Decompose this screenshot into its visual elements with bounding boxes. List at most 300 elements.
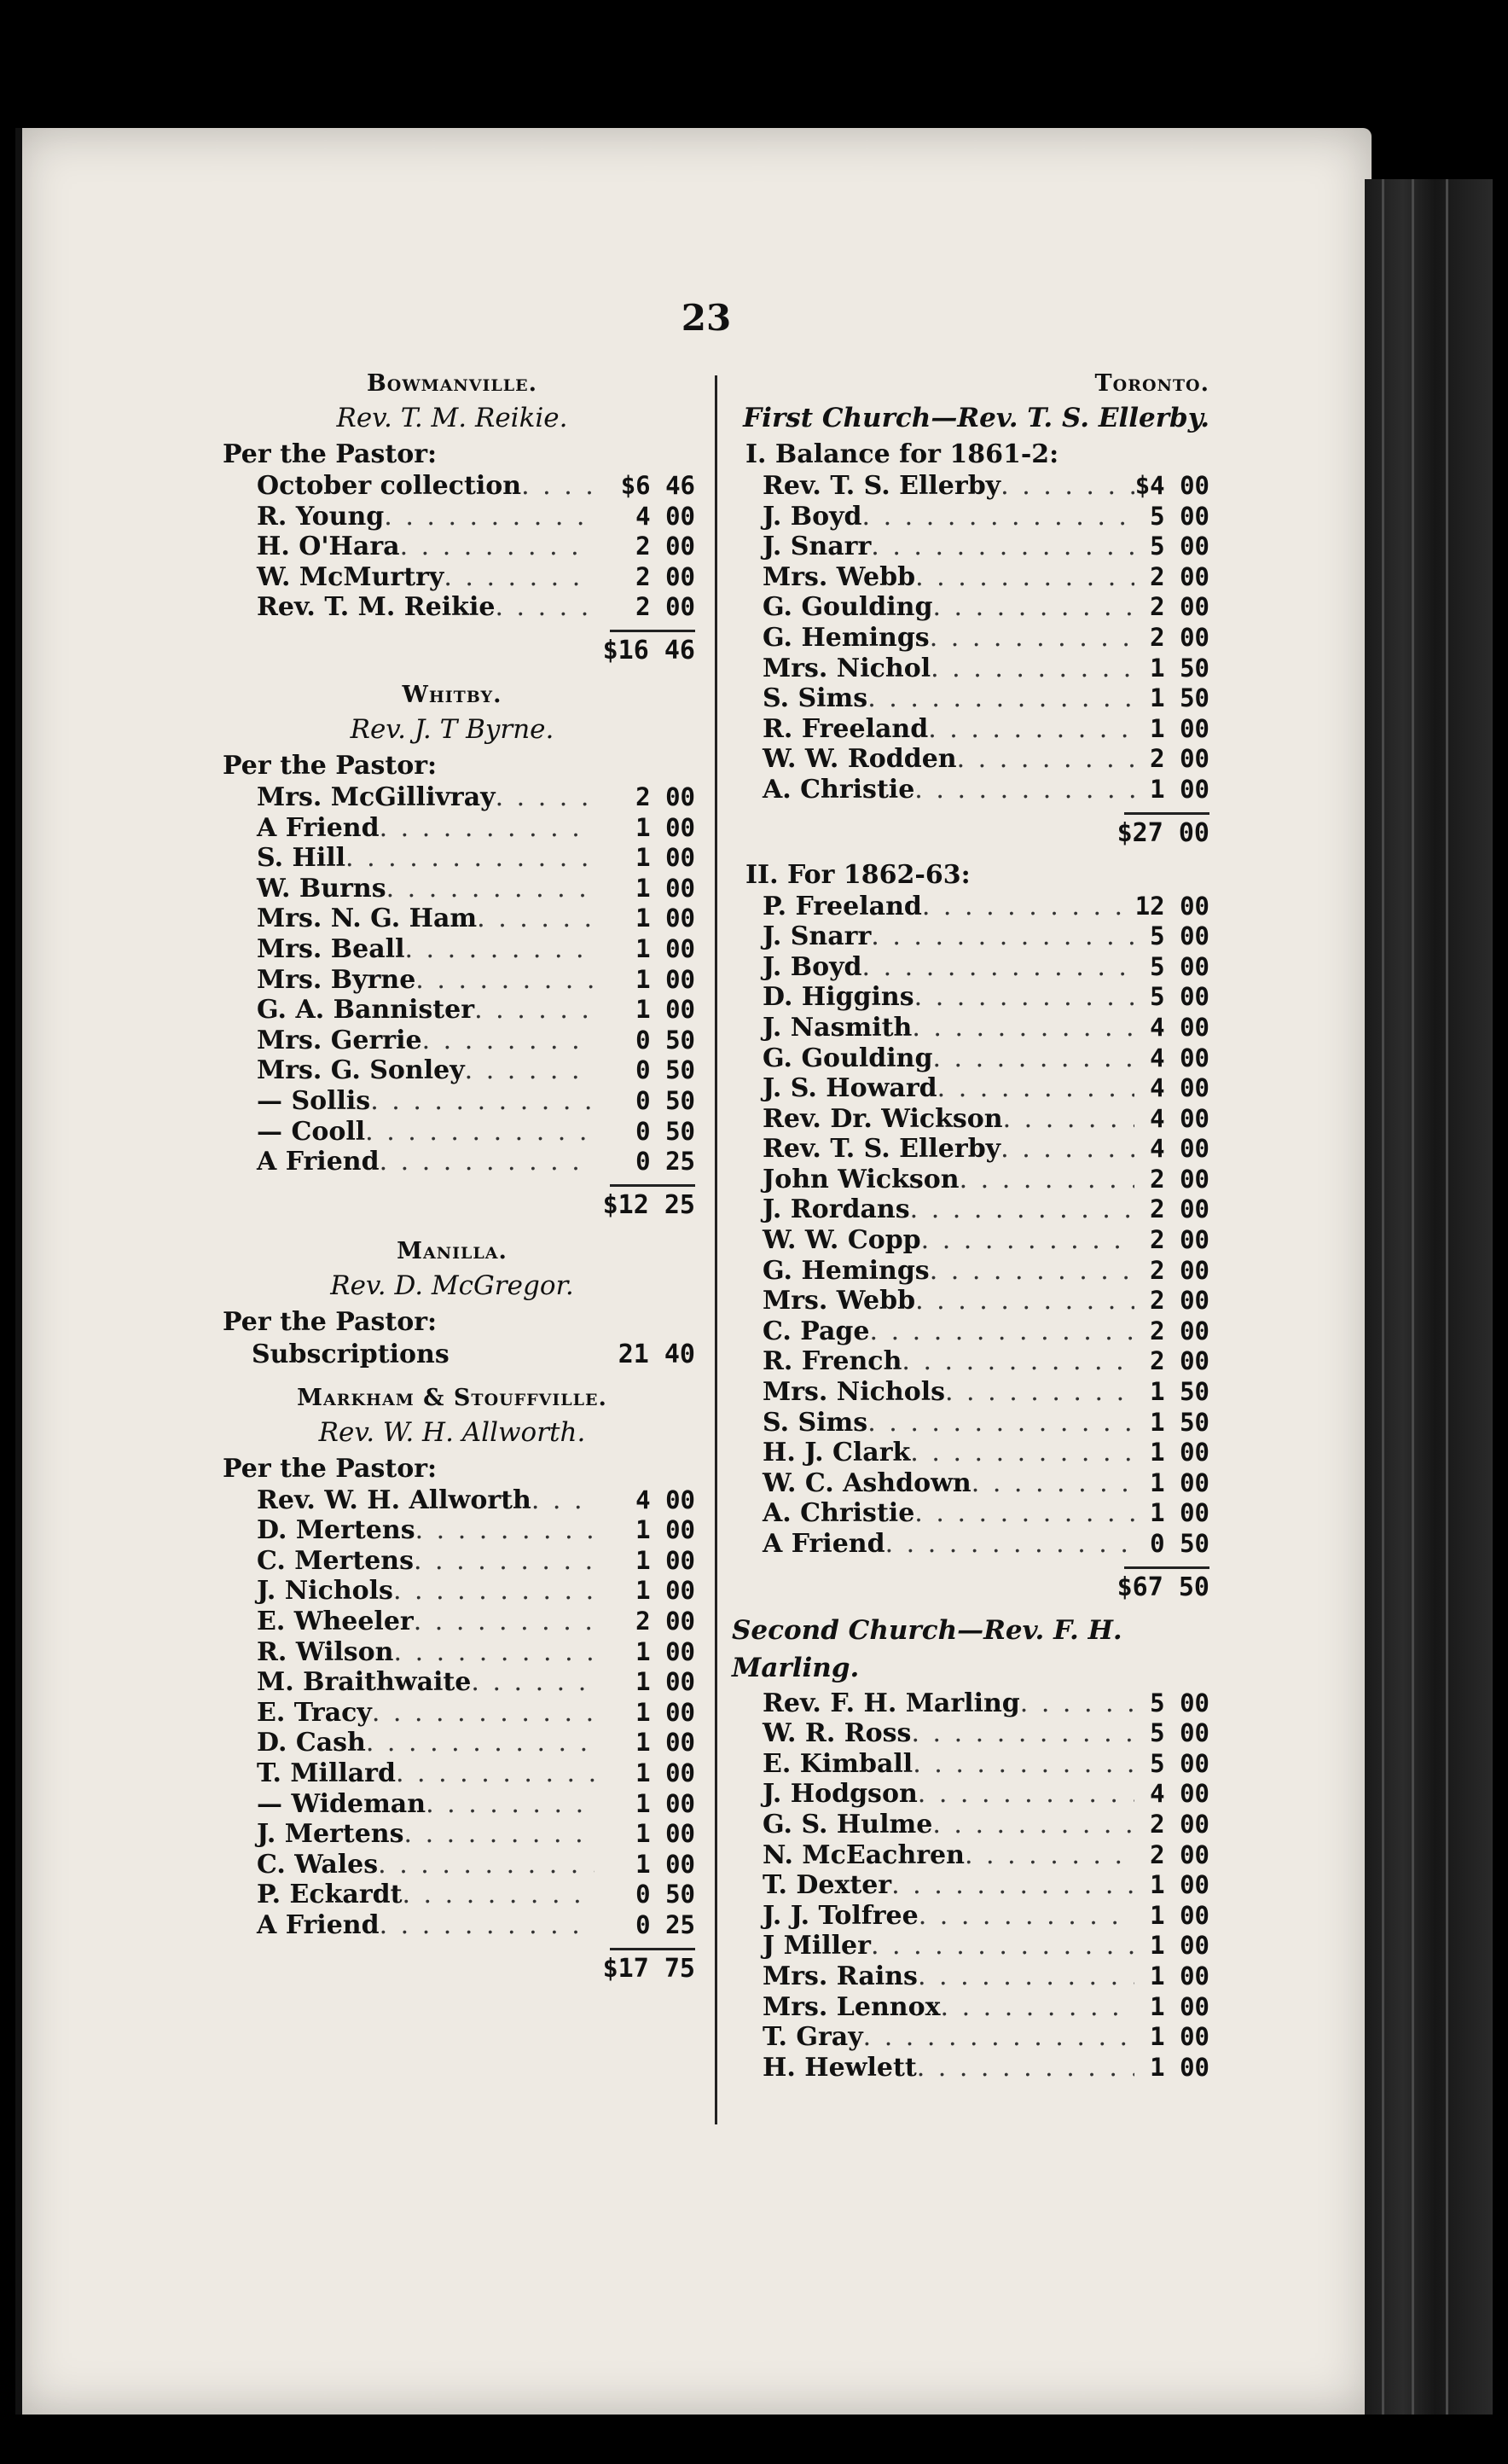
donation-list bbox=[732, 1688, 1209, 2083]
donation-row bbox=[209, 471, 695, 502]
donor-name: C. Wales bbox=[257, 1849, 379, 1880]
donation-row bbox=[732, 1225, 1209, 1256]
donor-name: G. Goulding bbox=[763, 1043, 933, 1073]
donor-name: October collection bbox=[257, 471, 522, 501]
donation-row bbox=[732, 2053, 1209, 2083]
donation-amount: 1 00 bbox=[635, 873, 695, 903]
donation-amount: 1 00 bbox=[635, 1849, 695, 1879]
dot-leader bbox=[380, 1147, 594, 1177]
section-heading: Whitby. bbox=[402, 681, 502, 708]
donation-amount: 1 00 bbox=[635, 843, 695, 873]
pastor-name: Rev. D. McGregor. bbox=[330, 1270, 574, 1301]
dot-leader bbox=[444, 562, 594, 593]
donation-amount: 1 00 bbox=[635, 1697, 695, 1727]
subscriptions-amount: 21 40 bbox=[618, 1339, 695, 1369]
dot-leader bbox=[1000, 1134, 1134, 1165]
dot-leader bbox=[1003, 1104, 1134, 1135]
donation-amount: 0 50 bbox=[635, 1025, 695, 1055]
donation-amount: 2 00 bbox=[1150, 1839, 1209, 1869]
donor-name: R. Young bbox=[257, 501, 385, 532]
donation-row bbox=[732, 502, 1209, 532]
dot-leader bbox=[521, 471, 594, 502]
donation-row bbox=[209, 1147, 695, 1177]
section-heading: Bowmanville. bbox=[366, 370, 538, 397]
dot-leader bbox=[402, 1880, 594, 1910]
dot-leader bbox=[422, 1026, 594, 1056]
donation-amount: 1 00 bbox=[635, 1758, 695, 1788]
donation-row bbox=[732, 1468, 1209, 1499]
donation-amount: 5 00 bbox=[1150, 951, 1209, 981]
donation-amount: 1 00 bbox=[1150, 1931, 1209, 1961]
donation-row bbox=[209, 874, 695, 904]
donation-amount: 1 50 bbox=[1150, 1407, 1209, 1437]
donation-row bbox=[732, 1992, 1209, 2023]
pastor-name: Rev. W. H. Allworth. bbox=[318, 1416, 586, 1448]
donor-name: E. Tracy bbox=[257, 1697, 372, 1728]
dot-leader bbox=[918, 1961, 1134, 1992]
donation-amount: 1 00 bbox=[635, 1545, 695, 1575]
donor-name: A. Christie bbox=[763, 774, 915, 805]
donor-name: J. Snarr bbox=[763, 921, 872, 952]
dot-leader bbox=[365, 1117, 594, 1148]
dot-leader bbox=[1000, 471, 1134, 502]
dot-leader bbox=[415, 1515, 594, 1546]
donor-name: S. Hill bbox=[257, 843, 346, 874]
donation-row bbox=[732, 982, 1209, 1013]
donation-amount: 2 00 bbox=[1150, 592, 1209, 622]
donor-name: G. Hemings bbox=[763, 1255, 930, 1286]
donation-amount: 0 50 bbox=[635, 1055, 695, 1085]
donation-row bbox=[732, 1316, 1209, 1347]
donor-name: J. J. Tolfree bbox=[763, 1900, 919, 1931]
dot-leader bbox=[915, 562, 1134, 593]
donation-amount: 2 00 bbox=[635, 592, 695, 622]
donation-row bbox=[732, 744, 1209, 775]
donation-amount: 5 00 bbox=[1150, 501, 1209, 531]
dot-leader bbox=[404, 1819, 595, 1850]
dot-leader bbox=[477, 904, 594, 934]
donation-row bbox=[732, 1840, 1209, 1871]
donation-row bbox=[209, 1117, 695, 1148]
donation-amount: 1 00 bbox=[635, 1515, 695, 1545]
donation-row bbox=[732, 952, 1209, 983]
dot-leader bbox=[871, 532, 1134, 562]
donor-name: — Wideman bbox=[257, 1788, 426, 1819]
donor-name: D. Mertens bbox=[257, 1515, 415, 1546]
donor-name: J. Mertens bbox=[257, 1819, 404, 1850]
donor-name: Rev. Dr. Wickson bbox=[763, 1103, 1003, 1134]
donor-name: Mrs. N. G. Ham bbox=[257, 904, 478, 934]
donation-row bbox=[732, 1073, 1209, 1104]
donor-name: Mrs. G. Sonley bbox=[257, 1055, 465, 1086]
donor-name: P. Freeland bbox=[763, 891, 922, 921]
per-pastor-label: Per the Pastor: bbox=[223, 439, 438, 469]
donation-amount: 1 00 bbox=[635, 1667, 695, 1697]
pastor-name: Rev. J. T Byrne. bbox=[350, 713, 554, 745]
donation-amount: 1 00 bbox=[635, 904, 695, 933]
donation-row bbox=[209, 1667, 695, 1698]
page-number: 23 bbox=[681, 297, 732, 339]
donor-name: G. S. Hulme bbox=[763, 1809, 933, 1839]
dot-leader bbox=[531, 1485, 594, 1516]
dot-leader bbox=[471, 1667, 594, 1698]
donation-row bbox=[732, 1194, 1209, 1225]
dot-leader bbox=[384, 502, 594, 532]
donation-amount: 5 00 bbox=[1150, 982, 1209, 1012]
donor-name: Rev. W. H. Allworth bbox=[257, 1485, 531, 1515]
donor-name: E. Wheeler bbox=[257, 1607, 414, 1637]
donation-row bbox=[732, 1346, 1209, 1377]
donation-amount: 5 00 bbox=[1150, 1748, 1209, 1778]
dot-leader bbox=[370, 1086, 594, 1117]
dot-leader bbox=[917, 2053, 1134, 2083]
donor-name: S. Sims bbox=[763, 1407, 868, 1438]
donation-row bbox=[732, 654, 1209, 684]
dot-leader bbox=[960, 1165, 1134, 1195]
whitby-section bbox=[209, 680, 695, 1224]
dot-leader bbox=[919, 1901, 1134, 1932]
donation-amount: 0 25 bbox=[635, 1147, 695, 1177]
donor-name: C. Page bbox=[763, 1316, 870, 1346]
donation-amount: 2 00 bbox=[1150, 1255, 1209, 1285]
dot-leader bbox=[345, 843, 594, 874]
donor-name: R. French bbox=[763, 1346, 902, 1377]
donation-amount: 2 00 bbox=[635, 782, 695, 811]
donor-name: T. Millard bbox=[257, 1758, 396, 1789]
donation-amount: 4 00 bbox=[1150, 1103, 1209, 1133]
donation-amount: 2 00 bbox=[1150, 1286, 1209, 1316]
donation-row bbox=[732, 1043, 1209, 1074]
donor-name: W. C. Ashdown bbox=[763, 1467, 972, 1498]
per-pastor-label: Per the Pastor: bbox=[223, 1453, 438, 1484]
donor-name: J Miller bbox=[763, 1931, 871, 1961]
donor-name: Rev. T. M. Reikie bbox=[257, 592, 496, 623]
donation-row bbox=[209, 1546, 695, 1577]
donor-name: W. R. Ross bbox=[763, 1718, 912, 1749]
section-total: $17 75 bbox=[602, 1953, 695, 1984]
donor-name: Mrs. Lennox bbox=[763, 1991, 941, 2022]
dot-leader bbox=[380, 1910, 594, 1941]
donor-name: G. A. Bannister bbox=[257, 995, 475, 1026]
dot-leader bbox=[404, 934, 594, 965]
donation-row bbox=[209, 1026, 695, 1056]
dot-leader bbox=[902, 1346, 1134, 1377]
donor-name: T. Gray bbox=[763, 2022, 863, 2053]
donation-amount: 1 00 bbox=[1150, 774, 1209, 804]
donor-name: A Friend bbox=[257, 1147, 380, 1177]
donation-row bbox=[209, 562, 695, 593]
donor-name: W. W. Copp bbox=[763, 1225, 921, 1256]
dot-leader bbox=[386, 874, 594, 904]
donor-name: A Friend bbox=[257, 812, 380, 843]
dot-leader bbox=[372, 1698, 594, 1729]
donor-name: J. Hodgson bbox=[763, 1779, 918, 1810]
donation-row bbox=[209, 1698, 695, 1729]
donation-row bbox=[209, 1607, 695, 1637]
dot-leader bbox=[394, 1637, 595, 1668]
dot-leader bbox=[911, 1718, 1134, 1749]
donor-name: W. Burns bbox=[257, 873, 386, 904]
donation-amount: 1 00 bbox=[1150, 2052, 1209, 2082]
donation-row bbox=[732, 1810, 1209, 1840]
donation-row bbox=[209, 1850, 695, 1880]
donor-name: R. Wilson bbox=[257, 1636, 394, 1667]
donation-row bbox=[732, 714, 1209, 745]
donation-amount: 1 50 bbox=[1150, 653, 1209, 683]
donor-name: T. Dexter bbox=[763, 1870, 892, 1901]
per-pastor-label: Per the Pastor: bbox=[223, 1306, 438, 1337]
donation-row bbox=[732, 1165, 1209, 1195]
donor-name: J. Rordans bbox=[763, 1194, 910, 1225]
donation-row bbox=[209, 965, 695, 996]
donation-row bbox=[209, 1515, 695, 1546]
donation-list bbox=[732, 471, 1209, 805]
donation-amount: 1 00 bbox=[635, 1636, 695, 1666]
donation-amount: 1 00 bbox=[635, 1576, 695, 1606]
donor-name: Rev. T. S. Ellerby bbox=[763, 1134, 1001, 1165]
donation-row bbox=[732, 1256, 1209, 1287]
donation-amount: 1 00 bbox=[635, 1788, 695, 1818]
donation-row bbox=[209, 1789, 695, 1820]
dot-leader bbox=[930, 1256, 1134, 1287]
donation-row bbox=[732, 1961, 1209, 1992]
donation-row bbox=[732, 1408, 1209, 1438]
donation-row bbox=[732, 775, 1209, 805]
dot-leader bbox=[867, 1408, 1134, 1438]
donation-amount: 5 00 bbox=[1150, 921, 1209, 951]
donation-list bbox=[209, 1485, 695, 1941]
pastor-name: Rev. T. M. Reikie. bbox=[336, 403, 568, 433]
dot-leader bbox=[871, 921, 1134, 952]
donation-amount: 1 00 bbox=[1150, 1991, 1209, 2021]
donation-amount: 4 00 bbox=[1150, 1134, 1209, 1164]
donor-name: John Wickson bbox=[763, 1164, 960, 1194]
donation-row bbox=[732, 1286, 1209, 1316]
donation-row bbox=[732, 562, 1209, 593]
section-heading: Manilla. bbox=[397, 1237, 508, 1264]
dot-leader bbox=[945, 1377, 1134, 1408]
donation-row bbox=[209, 1880, 695, 1910]
dot-leader bbox=[426, 1789, 594, 1820]
donation-amount: 2 00 bbox=[1150, 1346, 1209, 1376]
dot-leader bbox=[910, 1194, 1134, 1225]
donation-amount: 1 00 bbox=[1150, 1900, 1209, 1930]
donor-name: Rev. F. H. Marling bbox=[763, 1688, 1020, 1718]
donor-name: H. O'Hara bbox=[257, 532, 400, 562]
dot-leader bbox=[928, 714, 1134, 745]
dot-leader bbox=[400, 532, 594, 562]
donation-amount: 1 00 bbox=[635, 933, 695, 963]
donation-amount: 0 50 bbox=[635, 1085, 695, 1115]
dot-leader bbox=[867, 683, 1134, 714]
donor-name: J. S. Howard bbox=[763, 1073, 937, 1104]
donor-name: Mrs. McGillivray bbox=[257, 782, 496, 812]
donation-row bbox=[209, 1819, 695, 1850]
donor-name: — Cooll bbox=[257, 1116, 366, 1147]
donor-name: J. Nichols bbox=[257, 1576, 393, 1607]
donation-amount: 4 00 bbox=[635, 501, 695, 531]
donation-row bbox=[732, 921, 1209, 952]
donor-name: Mrs. Beall bbox=[257, 933, 405, 964]
donation-amount: 1 00 bbox=[1150, 713, 1209, 743]
donation-row bbox=[732, 1377, 1209, 1408]
dot-leader bbox=[870, 1316, 1135, 1347]
donation-row bbox=[732, 1870, 1209, 1901]
donor-name: N. McEachren bbox=[763, 1839, 965, 1870]
donation-row bbox=[209, 782, 695, 813]
donation-amount: 0 50 bbox=[635, 1880, 695, 1909]
donation-row bbox=[209, 1728, 695, 1758]
donation-amount: 2 00 bbox=[1150, 1225, 1209, 1255]
dot-leader bbox=[914, 775, 1134, 805]
donation-row bbox=[209, 995, 695, 1026]
dot-leader bbox=[937, 1073, 1134, 1104]
donation-amount: 2 00 bbox=[1150, 744, 1209, 774]
dot-leader bbox=[913, 1749, 1134, 1780]
donation-list bbox=[209, 471, 695, 623]
subsection-label: I. Balance for 1861-2: bbox=[745, 439, 1059, 469]
donor-name: Mrs. Webb bbox=[763, 561, 916, 592]
donation-row bbox=[209, 843, 695, 874]
donation-amount: 2 00 bbox=[1150, 1194, 1209, 1224]
donor-name: A Friend bbox=[257, 1910, 380, 1940]
donation-amount: 5 00 bbox=[1150, 1718, 1209, 1748]
dot-leader bbox=[915, 1286, 1134, 1316]
donation-amount: 1 50 bbox=[1150, 1377, 1209, 1407]
toronto-first-church-section bbox=[732, 369, 1209, 1607]
donor-name: J. Nasmith bbox=[763, 1012, 913, 1043]
donation-row bbox=[732, 623, 1209, 654]
dot-leader bbox=[378, 1850, 594, 1880]
donation-amount: 2 00 bbox=[635, 561, 695, 591]
donor-name: Rev. T. S. Ellerby bbox=[763, 471, 1001, 501]
donor-name: S. Sims bbox=[763, 683, 868, 714]
donation-row bbox=[209, 502, 695, 532]
donor-name: M. Braithwaite bbox=[257, 1667, 472, 1698]
donation-row bbox=[209, 904, 695, 934]
dot-leader bbox=[932, 592, 1134, 623]
donor-name: H. Hewlett bbox=[763, 2052, 917, 2083]
donation-amount: 4 00 bbox=[1150, 1779, 1209, 1809]
donation-row bbox=[732, 1749, 1209, 1780]
donation-row bbox=[209, 1086, 695, 1117]
donation-row bbox=[732, 1013, 1209, 1043]
donor-name: C. Mertens bbox=[257, 1545, 414, 1576]
donation-amount: 1 00 bbox=[1150, 1438, 1209, 1467]
donation-row bbox=[732, 1779, 1209, 1810]
dot-leader bbox=[918, 1779, 1134, 1810]
donor-name: P. Eckardt bbox=[257, 1880, 403, 1910]
dot-leader bbox=[396, 1758, 594, 1789]
donation-row bbox=[732, 1688, 1209, 1719]
dot-leader bbox=[862, 502, 1134, 532]
donation-amount: 4 00 bbox=[1150, 1073, 1209, 1103]
donation-amount: 2 00 bbox=[635, 1607, 695, 1636]
dot-leader bbox=[863, 2022, 1134, 2053]
donation-amount: 1 00 bbox=[1150, 1870, 1209, 1900]
dot-leader bbox=[921, 1225, 1134, 1256]
dot-leader bbox=[414, 1607, 594, 1637]
left-column bbox=[209, 369, 695, 1988]
bowmanville-section bbox=[209, 369, 695, 670]
subscriptions-row bbox=[209, 1339, 695, 1371]
dot-leader bbox=[965, 1840, 1134, 1871]
dot-leader bbox=[414, 1546, 594, 1577]
donation-amount: 12 00 bbox=[1134, 891, 1209, 921]
donation-amount: 1 00 bbox=[1150, 2022, 1209, 2052]
book-edge bbox=[1365, 179, 1493, 2415]
donation-amount: 0 25 bbox=[635, 1910, 695, 1939]
donation-row bbox=[732, 2022, 1209, 2053]
donation-amount: 1 50 bbox=[1150, 683, 1209, 713]
dot-leader bbox=[496, 782, 594, 813]
donor-name: G. Goulding bbox=[763, 592, 933, 623]
donor-name: W. W. Rodden bbox=[763, 744, 957, 775]
donation-row bbox=[732, 1134, 1209, 1165]
donation-row bbox=[209, 1758, 695, 1789]
donation-row bbox=[732, 1498, 1209, 1529]
donation-amount: 1 00 bbox=[635, 812, 695, 842]
donation-amount: 2 00 bbox=[1150, 1316, 1209, 1345]
subscriptions-label: Subscriptions bbox=[252, 1339, 450, 1369]
donation-amount: 2 00 bbox=[1150, 1809, 1209, 1839]
dot-leader bbox=[415, 965, 594, 996]
right-column bbox=[732, 369, 1209, 2083]
section-heading: Markham & Stouffville. bbox=[297, 1384, 607, 1411]
dot-leader bbox=[912, 1013, 1134, 1043]
dot-leader bbox=[871, 1931, 1134, 1961]
donor-name: W. McMurtry bbox=[257, 561, 444, 592]
donation-amount: 5 00 bbox=[1150, 1688, 1209, 1717]
donation-amount: 5 00 bbox=[1150, 532, 1209, 561]
donation-amount: 4 00 bbox=[1150, 1043, 1209, 1072]
donor-name: J. Boyd bbox=[763, 951, 862, 982]
donation-amount: $6 46 bbox=[620, 471, 695, 500]
donation-amount: 2 00 bbox=[1150, 1164, 1209, 1194]
donation-amount: $4 00 bbox=[1134, 471, 1209, 500]
dot-leader bbox=[931, 654, 1134, 684]
donation-amount: 2 00 bbox=[1150, 622, 1209, 652]
donation-amount: 1 00 bbox=[635, 1728, 695, 1758]
donation-row bbox=[732, 683, 1209, 714]
donation-row bbox=[209, 592, 695, 623]
donation-row bbox=[209, 1576, 695, 1607]
donation-amount: 1 00 bbox=[1150, 1961, 1209, 1990]
markham-section bbox=[209, 1383, 695, 1988]
donation-amount: 0 50 bbox=[635, 1116, 695, 1146]
donor-name: A. Christie bbox=[763, 1498, 915, 1529]
section-heading: Toronto. bbox=[1094, 370, 1209, 397]
section-total: $16 46 bbox=[602, 635, 695, 665]
dot-leader bbox=[891, 1870, 1134, 1901]
donation-row bbox=[209, 934, 695, 965]
donation-amount: 2 00 bbox=[1150, 561, 1209, 591]
donation-amount: 0 50 bbox=[1150, 1529, 1209, 1558]
donation-row bbox=[732, 592, 1209, 623]
donor-name: H. J. Clark bbox=[763, 1438, 911, 1468]
donation-amount: 1 00 bbox=[635, 1819, 695, 1849]
donor-name: D. Cash bbox=[257, 1728, 366, 1758]
donation-amount: 1 00 bbox=[635, 964, 695, 994]
donation-amount: 1 00 bbox=[635, 995, 695, 1025]
donation-row bbox=[732, 471, 1209, 502]
dot-leader bbox=[474, 995, 594, 1026]
donor-name: — Sollis bbox=[257, 1085, 371, 1116]
donation-row bbox=[732, 1438, 1209, 1468]
subsection-label: II. For 1862-63: bbox=[745, 859, 971, 890]
donation-row bbox=[732, 1104, 1209, 1135]
dot-leader bbox=[957, 744, 1134, 775]
